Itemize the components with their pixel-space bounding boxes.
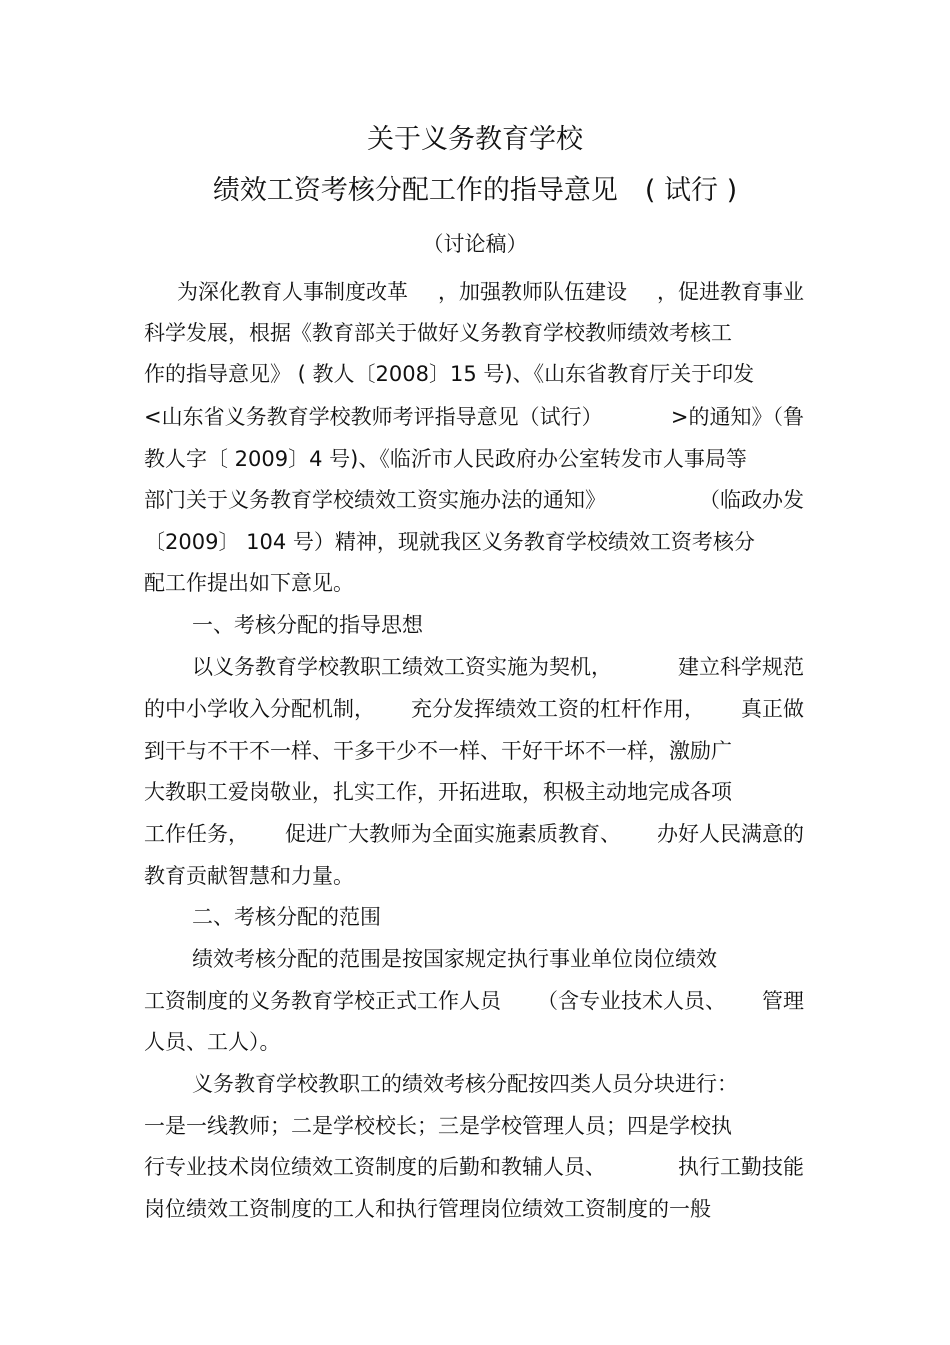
body-line: 一是一线教师；二是学校校长；三是学校管理人员；四是学校执: [144, 1114, 732, 1138]
body-line: 教育贡献智慧和力量。: [144, 864, 354, 888]
body-line: 人员、工人）。: [144, 1030, 281, 1054]
body-line: 的中小学收入分配机制， 充分发挥绩效工资的杠杆作用， 真正做: [144, 697, 804, 721]
body-line: 以义务教育学校教职工绩效工资实施为契机， 建立科学规范: [192, 655, 804, 679]
body-line: 行专业技术岗位绩效工资制度的后勤和教辅人员、 执行工勤技能: [144, 1155, 804, 1179]
body-line: 大教职工爱岗敬业，扎实工作，开拓进取，积极主动地完成各项: [144, 780, 732, 804]
body-line: 工资制度的义务教育学校正式工作人员 （含专业技术人员、 管理: [144, 989, 804, 1013]
body-line: 绩效考核分配的范围是按国家规定执行事业单位岗位绩效: [192, 947, 717, 971]
body-line: 〔2009〕 104 号）精神，现就我区义务教育学校绩效工资考核分: [144, 530, 755, 554]
body-line: 为深化教育人事制度改革 ，加强教师队伍建设 ，促进教育事业: [177, 280, 804, 304]
body-line: 教人字〔 2009〕4 号)、《临沂市人民政府办公室转发市人事局等: [144, 447, 747, 471]
body-line: 部门关于义务教育学校绩效工资实施办法的通知》 （临政办发: [144, 488, 804, 512]
body-line: 科学发展，根据《教育部关于做好义务教育学校教师绩效考核工: [144, 321, 732, 345]
body-line: 工作任务， 促进广大教师为全面实施素质教育、 办好人民满意的: [144, 822, 804, 846]
document-title-line2: 绩效工资考核分配工作的指导意见 ( 试行 ): [212, 175, 738, 206]
body-line: 配工作提出如下意见。: [144, 571, 354, 595]
body-line: <山东省义务教育学校教师考评指导意见（试行） >的通知》（鲁: [144, 405, 804, 429]
body-line: 作的指导意见》 ( 教人〔2008〕15 号)、《山东省教育厅关于印发: [144, 362, 755, 386]
document-subtitle: （讨论稿）: [422, 232, 528, 256]
document-title-line1: 关于义务教育学校: [367, 124, 583, 155]
body-line: 到干与不干不一样、干多干少不一样、干好干坏不一样，激励广: [144, 739, 732, 763]
section-heading-2: 二、考核分配的范围: [192, 905, 381, 929]
body-line: 岗位绩效工资制度的工人和执行管理岗位绩效工资制度的一般: [144, 1197, 711, 1221]
section-heading-1: 一、考核分配的指导思想: [192, 613, 423, 637]
body-line: 义务教育学校教职工的绩效考核分配按四类人员分块进行：: [192, 1072, 738, 1096]
